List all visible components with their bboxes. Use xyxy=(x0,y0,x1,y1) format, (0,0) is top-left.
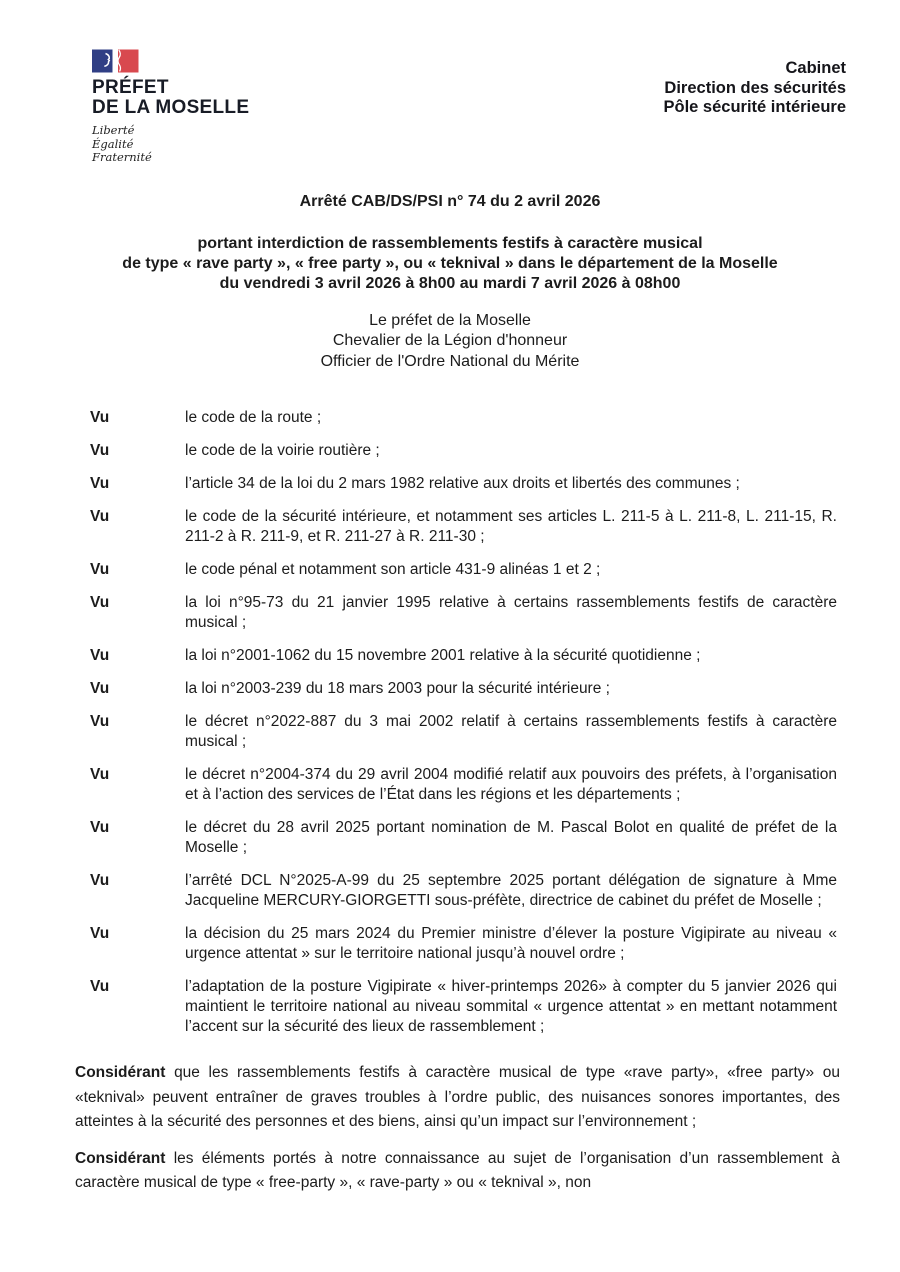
vu-text: la loi n°2001-1062 du 15 novembre 2001 relative à la sécurité quotidienne ; xyxy=(185,647,701,664)
considerant-label: Considérant xyxy=(75,1149,166,1167)
letterhead xyxy=(0,0,900,165)
vu-label: Vu xyxy=(90,713,110,730)
prefecture-logo xyxy=(92,48,249,165)
vu-text: la loi n°95-73 du 21 janvier 1995 relative à certains rassemblements festifs de caractère musical ; xyxy=(185,594,837,631)
vu-text: l’arrêté DCL N°2025-A-99 du 25 septembre 2025 portant délégation de signature à Mme Jacqueline MERCURY-GIORGETTI sous-préfète, directrice de cabinet du préfet de Moselle ; xyxy=(185,872,837,909)
vu-text: le décret du 28 avril 2025 portant nomination de M. Pascal Bolot en qualité de préfet de la Moselle ; xyxy=(185,819,837,856)
vu-text: le décret n°2022-887 du 3 mai 2002 relatif à certains rassemblements festifs à caractère musical ; xyxy=(185,713,837,750)
considerant-text: que les rassemblements festifs à caractère musical de type «rave party», «free party» ou «teknival» peuvent entraîner de graves troubles à l’ordre public, des nuisances sonores importantes, des atteintes à la sécurité des personnes et des biens, ainsi qu’un impact sur l’environnement ; xyxy=(75,1064,841,1130)
subtitle-line3: du vendredi 3 avril 2026 à 8h00 au mardi 7 avril 2026 à 08h00 xyxy=(219,274,681,292)
considerant-text: les éléments portés à notre connaissance au sujet de l’organisation d’un rassemblement à caractère musical de type « free-party », « rave-party » ou « teknival », non xyxy=(75,1149,840,1191)
document-subtitle xyxy=(0,234,900,294)
vu-text: le code de la voirie routière ; xyxy=(185,442,380,459)
vu-label: Vu xyxy=(90,409,110,426)
vu-item xyxy=(0,977,900,1037)
office-line2: Direction des sécurités xyxy=(664,78,846,97)
vu-text: le code de la sécurité intérieure, et notamment ses articles L. 211-5 à L. 211-8, L. 211-15, R. 211-2 à R. 211-9, et R. 211-27 à R. 211-30 ; xyxy=(185,508,837,545)
vu-text: la décision du 25 mars 2024 du Premier ministre d’élever la posture Vigipirate au niveau « urgence attentat » sur le territoire national jusqu’à nouvel ordre ; xyxy=(185,925,837,962)
vu-item xyxy=(0,646,900,666)
document-title: Arrêté CAB/DS/PSI n° 74 du 2 avril 2026 xyxy=(299,192,601,210)
vu-item xyxy=(0,507,900,547)
vu-label: Vu xyxy=(90,475,110,492)
prefect-line3: Officier de l'Ordre National du Mérite xyxy=(320,352,580,370)
motto-egalite: Égalité xyxy=(92,136,134,151)
vu-text: l’adaptation de la posture Vigipirate « hiver-printemps 2026» à compter du 5 janvier 2026 qui maintient le territoire national au niveau sommital « urgence attentat » en mettant notamment l’accent sur la sécurité des lieux de rassemblement ; xyxy=(185,978,837,1035)
subtitle-line1: portant interdiction de rassemblements festifs à caractère musical xyxy=(197,234,703,252)
vu-item xyxy=(0,408,900,428)
vu-item xyxy=(0,679,900,699)
motto-fraternite: Fraternité xyxy=(92,150,152,164)
vu-label: Vu xyxy=(90,766,110,783)
agency-line2: DE LA MOSELLE xyxy=(92,97,250,118)
office-line3: Pôle sécurité intérieure xyxy=(663,98,846,116)
french-flag-icon xyxy=(92,48,139,74)
vu-item xyxy=(0,818,900,858)
subtitle-line2: de type « rave party », « free party », ou « teknival » dans le département de la Moselle xyxy=(122,254,778,272)
vu-label: Vu xyxy=(90,978,110,995)
vu-text: l’article 34 de la loi du 2 mars 1982 relative aux droits et libertés des communes ; xyxy=(185,475,740,492)
vu-label: Vu xyxy=(90,594,110,611)
motto-liberte: Liberté xyxy=(92,123,135,137)
considerant-paragraph xyxy=(75,1147,840,1196)
prefect-titles xyxy=(0,311,900,373)
vu-item xyxy=(0,474,900,494)
vu-text: le code pénal et notamment son article 431-9 alinéas 1 et 2 ; xyxy=(185,561,601,578)
considerant-paragraph xyxy=(75,1061,840,1135)
vu-label: Vu xyxy=(90,680,110,697)
vu-label: Vu xyxy=(90,508,110,525)
vu-item xyxy=(0,593,900,633)
vu-label: Vu xyxy=(90,872,110,889)
vu-label: Vu xyxy=(90,561,110,578)
agency-name xyxy=(92,78,249,118)
office-line1: Cabinet xyxy=(785,59,846,77)
vu-label: Vu xyxy=(90,819,110,836)
vu-label: Vu xyxy=(90,647,110,664)
prefect-line1: Le préfet de la Moselle xyxy=(369,311,531,329)
republic-motto xyxy=(92,124,249,165)
vu-item xyxy=(0,441,900,461)
vu-label: Vu xyxy=(90,442,110,459)
agency-line1: PRÉFET xyxy=(92,77,169,98)
prefect-line2: Chevalier de la Légion d'honneur xyxy=(332,332,568,349)
vu-label: Vu xyxy=(90,925,110,942)
issuing-office xyxy=(664,48,847,118)
considerant-label: Considérant xyxy=(75,1064,166,1081)
vu-item xyxy=(0,924,900,964)
vu-text: le décret n°2004-374 du 29 avril 2004 modifié relatif aux pouvoirs des préfets, à l’organisation et à l’action des services de l’État dans les régions et les départements ; xyxy=(185,766,837,803)
vu-item xyxy=(0,712,900,752)
vu-item xyxy=(0,560,900,580)
considerant-section xyxy=(0,1061,900,1196)
vu-text: la loi n°2003-239 du 18 mars 2003 pour la sécurité intérieure ; xyxy=(185,680,610,697)
vu-list xyxy=(0,408,900,1037)
vu-item xyxy=(0,871,900,911)
vu-item xyxy=(0,765,900,805)
vu-text: le code de la route ; xyxy=(185,409,322,426)
